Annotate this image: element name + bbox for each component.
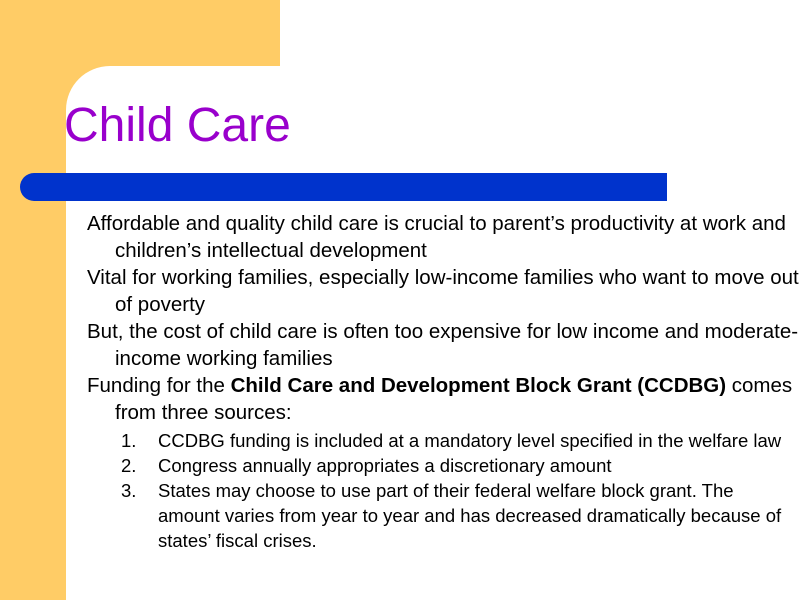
ccdbg-name: Child Care and Development Block Grant (CCDBG) xyxy=(230,374,727,397)
item-number: 1. xyxy=(121,430,137,451)
bullet-productivity: Affordable and quality child care is crucial to parent’s productivity at work and children’s intellectual development xyxy=(87,212,786,262)
slide-title: Child Care xyxy=(64,99,291,152)
funding-suffix: comes from three sources: xyxy=(115,374,793,424)
funding-source-item xyxy=(87,453,800,478)
bullet-cost: But, the cost of child care is often too expensive for low income and moderate-income working families xyxy=(87,320,799,370)
item-number: 3. xyxy=(121,480,137,501)
funding-prefix: Funding for the xyxy=(87,374,231,397)
title-underline-bar xyxy=(20,173,667,201)
slide-body xyxy=(87,210,800,553)
item-text: Congress annually appropriates a discretionary amount xyxy=(158,455,612,476)
item-number: 2. xyxy=(121,455,137,476)
funding-sources-list xyxy=(87,428,800,553)
funding-source-item xyxy=(87,428,800,453)
item-text: States may choose to use part of their federal welfare block grant. The amount varies from year to year and has decreased dramatically because of states’ fiscal crises. xyxy=(158,480,782,551)
bullet-funding xyxy=(87,372,800,426)
bullet-working-families: Vital for working families, especially low-income families who want to move out of poverty xyxy=(87,266,799,316)
funding-source-item xyxy=(87,478,800,553)
item-text: CCDBG funding is included at a mandatory level specified in the welfare law xyxy=(158,430,782,451)
